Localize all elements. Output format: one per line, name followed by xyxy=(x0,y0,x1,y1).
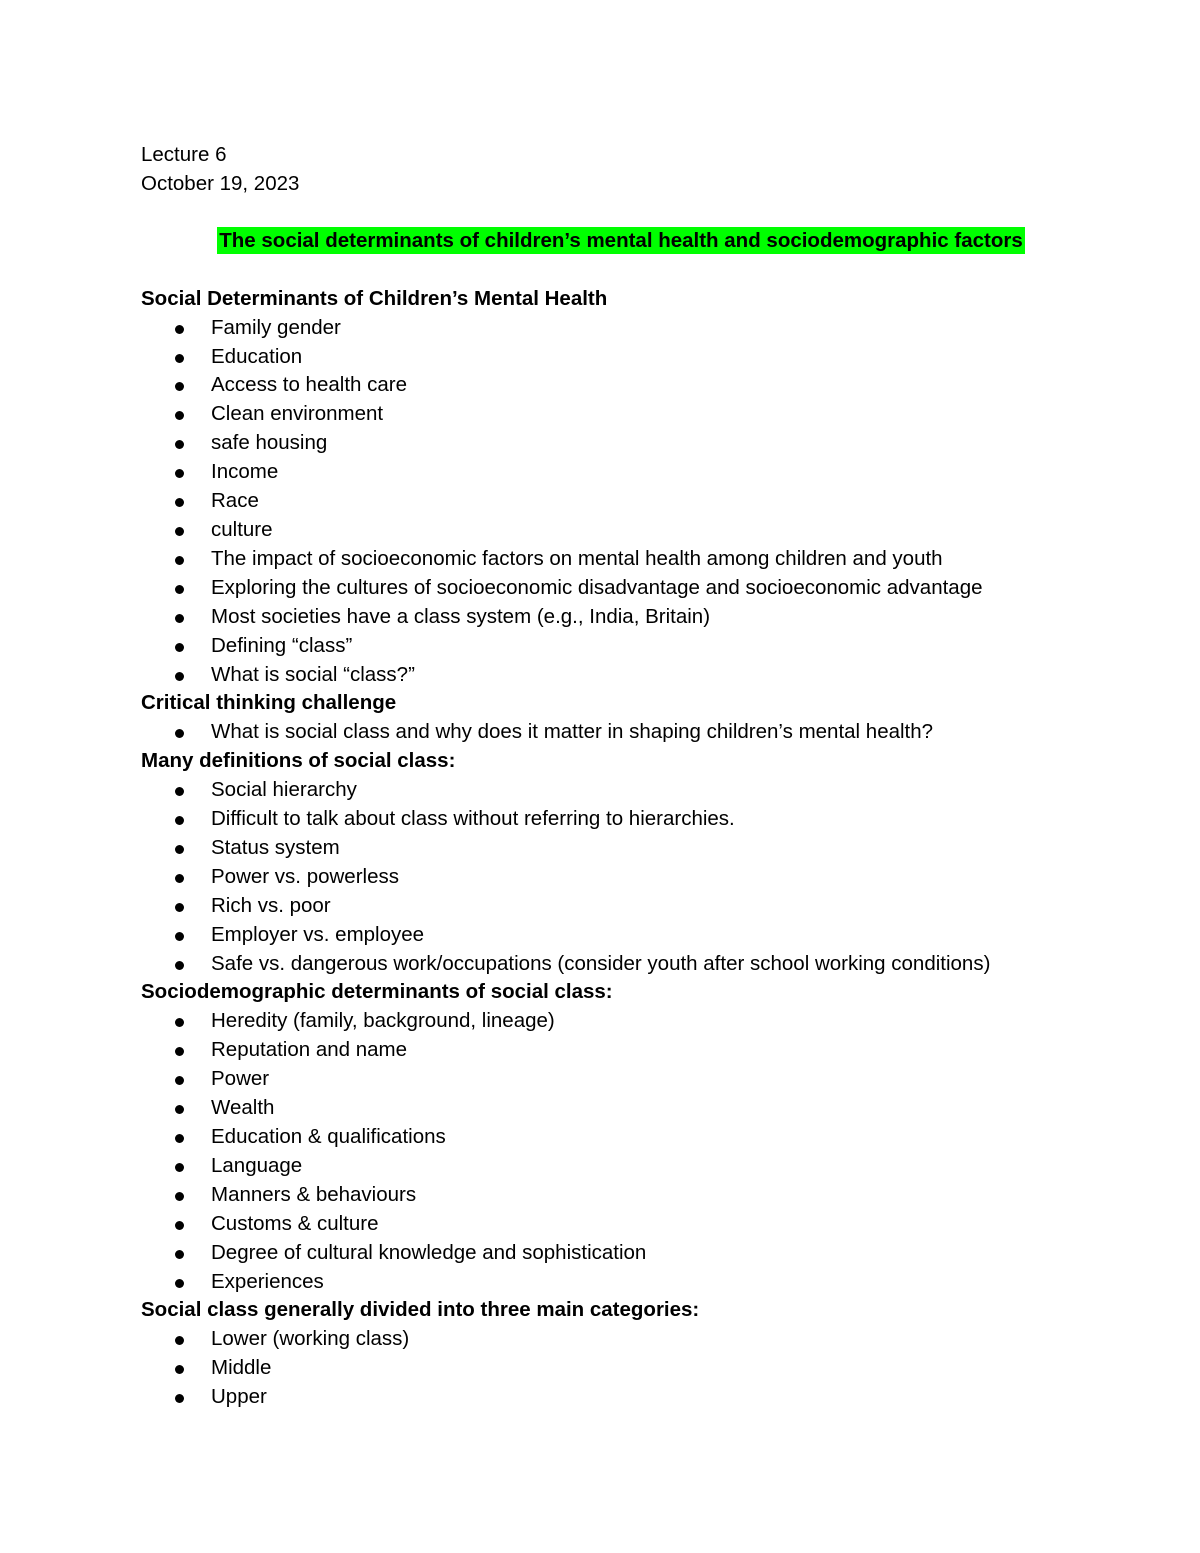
list-item xyxy=(141,574,1101,603)
bullet-icon xyxy=(175,1018,184,1027)
list-item xyxy=(141,892,1101,921)
list-item xyxy=(141,921,1101,950)
bullet-icon xyxy=(175,1134,184,1143)
list-item xyxy=(141,1007,1101,1036)
bullet-icon xyxy=(175,961,184,970)
list-item-text: Upper xyxy=(211,1385,267,1409)
list-item xyxy=(141,863,1101,892)
section-heading: Social Determinants of Children’s Mental Health xyxy=(141,286,608,310)
list-item-text: Employer vs. employee xyxy=(211,922,425,946)
bullet-icon xyxy=(175,1365,184,1374)
list-item xyxy=(141,1094,1101,1123)
bullet-icon xyxy=(175,1279,184,1288)
bullet-icon xyxy=(175,325,184,334)
list-item-text: Middle xyxy=(211,1356,272,1380)
bullet-icon xyxy=(175,1163,184,1172)
bullet-icon xyxy=(175,440,184,449)
bullet-icon xyxy=(175,469,184,478)
bullet-icon xyxy=(175,1336,184,1345)
bullet-icon xyxy=(175,498,184,507)
bullet-icon xyxy=(175,932,184,941)
lecture-date: October 19, 2023 xyxy=(141,171,300,195)
list-item-text: Manners & behaviours xyxy=(211,1182,417,1206)
list-item xyxy=(141,314,1101,343)
list-item xyxy=(141,545,1101,574)
bullet-icon xyxy=(175,556,184,565)
list-item xyxy=(141,1210,1101,1239)
list-item xyxy=(141,805,1101,834)
list-item xyxy=(141,718,1101,747)
list-item-text: Heredity (family, background, lineage) xyxy=(211,1009,555,1033)
list-item-text: Safe vs. dangerous work/occupations (consider youth after school working conditions) xyxy=(211,951,991,975)
bullet-list xyxy=(141,1007,1101,1296)
bullet-list xyxy=(141,776,1101,978)
list-item-text: Rich vs. poor xyxy=(211,893,331,917)
list-item xyxy=(141,1383,1101,1412)
lecture-number: Lecture 6 xyxy=(141,143,227,166)
bullet-icon xyxy=(175,411,184,420)
bullet-list xyxy=(141,718,1101,747)
list-item-text: Race xyxy=(211,489,259,513)
list-item-text: Customs & culture xyxy=(211,1211,379,1235)
bullet-icon xyxy=(175,1250,184,1259)
bullet-icon xyxy=(175,1221,184,1230)
bullet-icon xyxy=(175,1192,184,1201)
bullet-icon xyxy=(175,527,184,536)
bullet-icon xyxy=(175,672,184,681)
list-item xyxy=(141,487,1101,516)
section-heading: Many definitions of social class: xyxy=(141,749,456,773)
list-item-text: The impact of socioeconomic factors on mental health among children and youth xyxy=(211,546,943,570)
list-item-text: Lower (working class) xyxy=(211,1327,410,1351)
bullet-icon xyxy=(175,1394,184,1403)
section-heading: Critical thinking challenge xyxy=(141,691,397,715)
list-item xyxy=(141,1268,1101,1297)
list-item xyxy=(141,1181,1101,1210)
page-title: The social determinants of children’s mental health and sociodemographic factors xyxy=(219,228,1023,252)
list-item-text: Experiences xyxy=(211,1269,324,1293)
list-item-text: Difficult to talk about class without referring to hierarchies. xyxy=(211,807,735,831)
list-item xyxy=(141,1152,1101,1181)
list-item-text: Degree of cultural knowledge and sophistication xyxy=(211,1240,647,1264)
list-item-text: Social hierarchy xyxy=(211,778,357,802)
list-item-text: Language xyxy=(211,1153,303,1177)
list-item-text: Income xyxy=(211,460,279,484)
list-item xyxy=(141,1036,1101,1065)
bullet-icon xyxy=(175,816,184,825)
bullet-icon xyxy=(175,1076,184,1085)
list-item xyxy=(141,776,1101,805)
list-item-text: Education xyxy=(211,344,303,368)
list-item-text: Family gender xyxy=(211,315,341,339)
section-heading: Social class generally divided into three main categories: xyxy=(141,1298,700,1322)
list-item xyxy=(141,429,1101,458)
list-item-text: What is social “class?” xyxy=(211,662,415,686)
bullet-list xyxy=(141,1325,1101,1412)
bullet-icon xyxy=(175,903,184,912)
section-heading: Sociodemographic determinants of social class: xyxy=(141,980,613,1004)
list-item-text: What is social class and why does it matter in shaping children’s mental health? xyxy=(211,720,934,744)
list-item-text: Power xyxy=(211,1067,270,1091)
list-item xyxy=(141,343,1101,372)
sections-container xyxy=(141,285,1101,1412)
list-item xyxy=(141,632,1101,661)
list-item-text: culture xyxy=(211,517,273,541)
list-item-text: Wealth xyxy=(211,1096,275,1120)
bullet-icon xyxy=(175,874,184,883)
list-item-text: Exploring the cultures of socioeconomic disadvantage and socioeconomic advantage xyxy=(211,575,983,599)
bullet-icon xyxy=(175,643,184,652)
bullet-icon xyxy=(175,1105,184,1114)
list-item xyxy=(141,371,1101,400)
list-item xyxy=(141,1325,1101,1354)
list-item-text: Defining “class” xyxy=(211,633,353,657)
list-item-text: Clean environment xyxy=(211,402,384,426)
list-item-text: Power vs. powerless xyxy=(211,864,399,888)
list-item xyxy=(141,458,1101,487)
title-container xyxy=(141,227,1101,256)
bullet-icon xyxy=(175,845,184,854)
list-item xyxy=(141,834,1101,863)
list-item-text: Access to health care xyxy=(211,373,407,397)
list-item xyxy=(141,1239,1101,1268)
bullet-icon xyxy=(175,354,184,363)
list-item xyxy=(141,400,1101,429)
bullet-icon xyxy=(175,585,184,594)
bullet-icon xyxy=(175,614,184,623)
list-item xyxy=(141,516,1101,545)
list-item xyxy=(141,1123,1101,1152)
bullet-icon xyxy=(175,1047,184,1056)
bullet-icon xyxy=(175,729,184,738)
bullet-icon xyxy=(175,382,184,391)
list-item-text: Status system xyxy=(211,835,340,859)
list-item xyxy=(141,661,1101,690)
bullet-icon xyxy=(175,787,184,796)
list-item xyxy=(141,950,1101,979)
list-item-text: safe housing xyxy=(211,431,328,455)
list-item-text: Reputation and name xyxy=(211,1038,408,1062)
document-body xyxy=(141,141,1101,1412)
list-item-text: Education & qualifications xyxy=(211,1125,446,1148)
bullet-list xyxy=(141,314,1101,690)
list-item xyxy=(141,603,1101,632)
list-item xyxy=(141,1354,1101,1383)
list-item xyxy=(141,1065,1101,1094)
list-item-text: Most societies have a class system (e.g., India, Britain) xyxy=(211,604,711,628)
